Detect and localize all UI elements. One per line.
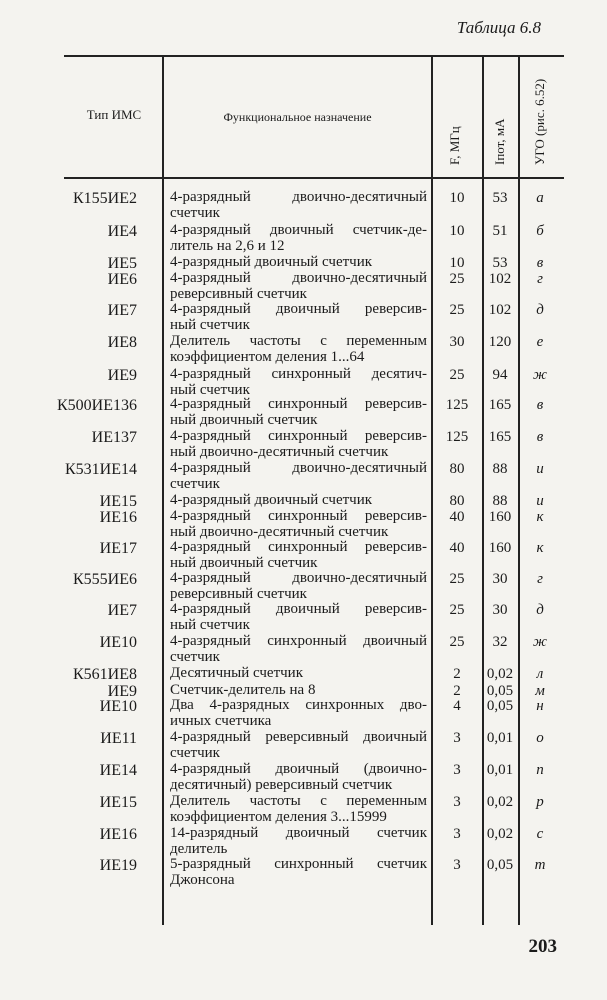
- frequency-value: 3: [453, 826, 461, 842]
- function-line: коэффициентом деления 1...64: [170, 348, 365, 365]
- function-description: [170, 826, 427, 857]
- page-number: 203: [528, 936, 557, 957]
- frequency-value: 10: [449, 223, 465, 239]
- ic-type: ИЕ11: [100, 730, 137, 747]
- function-line: 14-разрядный двоичный счетчик: [170, 825, 427, 841]
- frequency-value: 25: [449, 602, 465, 618]
- function-description: [170, 461, 427, 492]
- current-value: 88: [492, 461, 508, 477]
- frequency-value: 3: [453, 857, 461, 873]
- current-value: 165: [488, 397, 512, 413]
- function-line: 4-разрядный двоичный реверсив-: [170, 601, 427, 617]
- ic-type: ИЕ6: [107, 271, 137, 288]
- function-line: реверсивный счетчик: [170, 585, 307, 602]
- current-value: 30: [492, 602, 508, 618]
- table-caption: Таблица 6.8: [456, 18, 541, 37]
- ic-type: К531ИЕ14: [65, 461, 137, 478]
- ic-type: ИЕ9: [107, 683, 137, 700]
- column-divider: [162, 55, 164, 925]
- function-line: 4-разрядный реверсивный двоичный: [170, 729, 427, 745]
- ic-type: ИЕ15: [99, 794, 137, 811]
- ugo-letter: м: [535, 683, 545, 699]
- current-value: 53: [492, 255, 508, 271]
- ugo-letter: и: [536, 493, 544, 509]
- function-line: 4-разрядный двоично-десятичный: [170, 460, 427, 476]
- function-line: Десятичный счетчик: [170, 665, 303, 681]
- frequency-value: 25: [449, 571, 465, 587]
- ugo-letter: ж: [533, 634, 547, 650]
- ic-type: К555ИЕ6: [73, 571, 137, 588]
- frequency-value: 2: [453, 666, 461, 682]
- ugo-letter: д: [536, 602, 544, 618]
- function-line: Джонсона: [170, 871, 235, 888]
- current-value: 120: [488, 334, 512, 350]
- frequency-value: 3: [453, 730, 461, 746]
- current-value: 0,02: [486, 666, 514, 682]
- current-value: 165: [488, 429, 512, 445]
- ic-type: ИЕ16: [99, 826, 137, 843]
- ic-type: ИЕ10: [99, 698, 137, 715]
- function-line: счетчик: [170, 475, 220, 492]
- function-line: Счетчик-делитель на 8: [170, 682, 316, 698]
- frequency-value: 3: [453, 794, 461, 810]
- ugo-letter: о: [536, 730, 544, 746]
- function-line: ный двоично-десятичный счетчик: [170, 523, 389, 540]
- function-description: [170, 255, 427, 271]
- frequency-value: 80: [449, 493, 465, 509]
- ic-type: ИЕ5: [107, 255, 137, 272]
- function-description: [170, 857, 427, 888]
- current-value: 160: [488, 540, 512, 556]
- function-line: ный счетчик: [170, 316, 250, 333]
- ic-type: ИЕ4: [107, 223, 137, 240]
- function-line: 4-разрядный синхронный реверсив-: [170, 396, 427, 412]
- function-line: 4-разрядный двоичный счетчик: [170, 254, 373, 270]
- ic-type: ИЕ17: [99, 540, 137, 557]
- frequency-value: 125: [445, 397, 469, 413]
- header-bottom-rule: [64, 177, 564, 179]
- function-line: десятичный) реверсивный счетчик: [170, 776, 393, 793]
- current-value: 102: [488, 302, 512, 318]
- ic-type: ИЕ8: [107, 334, 137, 351]
- function-line: реверсивный счетчик: [170, 285, 307, 302]
- ic-type: К500ИЕ136: [57, 397, 137, 414]
- current-value: 0,01: [486, 762, 514, 778]
- function-description: [170, 698, 427, 729]
- ic-type: ИЕ15: [99, 493, 137, 510]
- header-top-rule: [64, 55, 564, 57]
- header-current: Iпот, мА: [492, 118, 507, 165]
- frequency-value: 25: [449, 302, 465, 318]
- function-description: [170, 794, 427, 825]
- ic-type: ИЕ137: [91, 429, 137, 446]
- ugo-letter: г: [537, 571, 543, 587]
- frequency-value: 30: [449, 334, 465, 350]
- function-description: [170, 302, 427, 333]
- function-description: [170, 730, 427, 761]
- function-line: 4-разрядный синхронный реверсив-: [170, 508, 427, 524]
- function-line: литель на 2,6 и 12: [170, 237, 285, 254]
- ugo-letter: г: [537, 271, 543, 287]
- ugo-letter: д: [536, 302, 544, 318]
- function-description: [170, 367, 427, 398]
- header-frequency: F, МГц: [447, 126, 462, 165]
- function-line: 4-разрядный двоично-десятичный: [170, 189, 427, 205]
- function-description: [170, 397, 427, 428]
- function-line: счетчик: [170, 744, 220, 761]
- ic-type: ИЕ7: [107, 302, 137, 319]
- current-value: 32: [492, 634, 508, 650]
- function-line: ный двоично-десятичный счетчик: [170, 443, 389, 460]
- frequency-value: 40: [449, 509, 465, 525]
- function-line: ный счетчик: [170, 616, 250, 633]
- ugo-letter: н: [536, 698, 544, 714]
- ugo-letter: к: [536, 540, 544, 556]
- ugo-letter: с: [536, 826, 544, 842]
- ic-type: ИЕ19: [99, 857, 137, 874]
- header-ugo: УГО (рис. 6.52): [532, 78, 547, 165]
- function-line: коэффициентом деления 3...15999: [170, 808, 387, 825]
- function-line: ичных счетчика: [170, 712, 272, 729]
- function-line: делитель: [170, 840, 228, 857]
- ic-type: ИЕ14: [99, 762, 137, 779]
- frequency-value: 2: [453, 683, 461, 699]
- frequency-value: 25: [449, 634, 465, 650]
- function-line: Делитель частоты с переменным: [170, 793, 427, 809]
- function-line: 4-разрядный синхронный десятич-: [170, 366, 427, 382]
- function-line: 4-разрядный двоичный счетчик: [170, 492, 373, 508]
- function-line: 4-разрядный синхронный реверсив-: [170, 428, 427, 444]
- function-description: [170, 429, 427, 460]
- current-value: 0,01: [486, 730, 514, 746]
- current-value: 51: [492, 223, 508, 239]
- function-description: [170, 334, 427, 365]
- function-line: Два 4-разрядных синхронных дво-: [170, 697, 427, 713]
- function-line: счетчик: [170, 648, 220, 665]
- frequency-value: 40: [449, 540, 465, 556]
- function-description: [170, 762, 427, 793]
- header-function: Функциональное назначение: [223, 110, 372, 124]
- function-description: [170, 666, 427, 682]
- ugo-letter: б: [536, 223, 544, 239]
- frequency-value: 3: [453, 762, 461, 778]
- function-description: [170, 634, 427, 665]
- function-line: Делитель частоты с переменным: [170, 333, 427, 349]
- header-type: Тип ИМС: [86, 107, 142, 122]
- frequency-value: 25: [449, 367, 465, 383]
- ic-type: ИЕ16: [99, 509, 137, 526]
- ugo-letter: в: [536, 255, 544, 271]
- current-value: 0,05: [486, 698, 514, 714]
- function-line: 4-разрядный синхронный реверсив-: [170, 539, 427, 555]
- current-value: 30: [492, 571, 508, 587]
- function-line: 4-разрядный двоично-десятичный: [170, 270, 427, 286]
- function-description: [170, 571, 427, 602]
- function-line: ный счетчик: [170, 381, 250, 398]
- frequency-value: 10: [449, 190, 465, 206]
- ic-type: ИЕ7: [107, 602, 137, 619]
- function-description: [170, 271, 427, 302]
- ugo-letter: а: [536, 190, 544, 206]
- ic-type: К155ИЕ2: [73, 190, 137, 207]
- current-value: 0,05: [486, 683, 514, 699]
- function-description: [170, 540, 427, 571]
- function-line: ный двоичный счетчик: [170, 411, 318, 428]
- function-line: ный двоичный счетчик: [170, 554, 318, 571]
- frequency-value: 4: [453, 698, 461, 714]
- current-value: 0,05: [486, 857, 514, 873]
- current-value: 53: [492, 190, 508, 206]
- current-value: 0,02: [486, 794, 514, 810]
- function-description: [170, 223, 427, 254]
- current-value: 94: [492, 367, 508, 383]
- function-description: [170, 509, 427, 540]
- ugo-letter: р: [536, 794, 544, 810]
- function-description: [170, 190, 427, 221]
- ic-type: К561ИЕ8: [73, 666, 137, 683]
- frequency-value: 125: [445, 429, 469, 445]
- ugo-letter: к: [536, 509, 544, 525]
- function-line: 4-разрядный двоичный счетчик-де-: [170, 222, 427, 238]
- ugo-letter: ж: [533, 367, 547, 383]
- ic-type: ИЕ9: [107, 367, 137, 384]
- ugo-letter: и: [536, 461, 544, 477]
- ugo-letter: в: [536, 429, 544, 445]
- function-description: [170, 602, 427, 633]
- frequency-value: 10: [449, 255, 465, 271]
- frequency-value: 25: [449, 271, 465, 287]
- function-line: 4-разрядный двоичный реверсив-: [170, 301, 427, 317]
- current-value: 160: [488, 509, 512, 525]
- ugo-letter: е: [536, 334, 544, 350]
- ugo-letter: п: [536, 762, 544, 778]
- frequency-value: 80: [449, 461, 465, 477]
- ugo-letter: т: [534, 857, 546, 873]
- ic-type: ИЕ10: [99, 634, 137, 651]
- function-line: 5-разрядный синхронный счетчик: [170, 856, 427, 872]
- current-value: 0,02: [486, 826, 514, 842]
- function-line: счетчик: [170, 204, 220, 221]
- function-line: 4-разрядный двоично-десятичный: [170, 570, 427, 586]
- ugo-letter: в: [536, 397, 544, 413]
- current-value: 102: [488, 271, 512, 287]
- function-line: 4-разрядный синхронный двоичный: [170, 633, 427, 649]
- function-description: [170, 493, 427, 509]
- function-line: 4-разрядный двоичный (двоично-: [170, 761, 427, 777]
- ugo-letter: л: [536, 666, 544, 682]
- current-value: 88: [492, 493, 508, 509]
